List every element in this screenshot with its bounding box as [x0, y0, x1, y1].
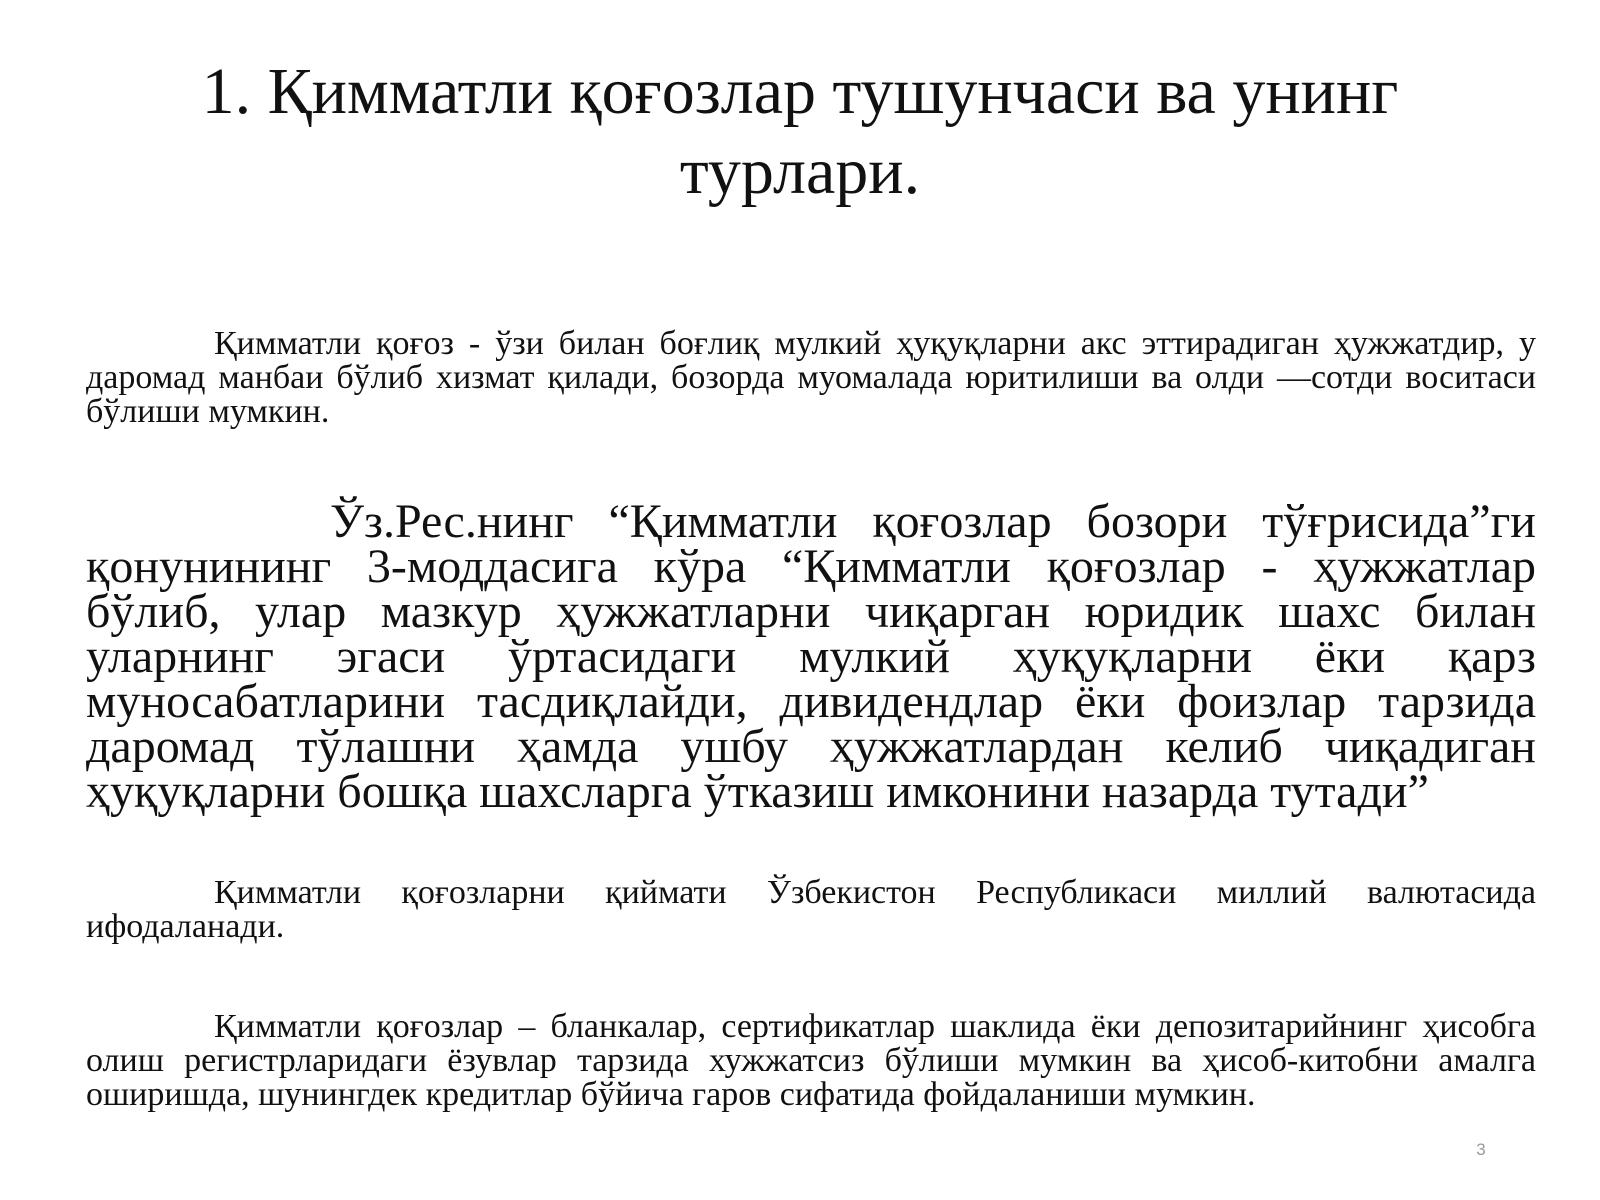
paragraph-forms: Қимматли қоғозлар – бланкалар, сертификатлар шаклида ёки депозитарийнинг ҳисобга олиш регистрларидаги ёзувлар тарзида хужжатсиз бўлиши мумкин ва ҳисоб-китобни амалга оширишда, шунингдек кредитлар бўйича гаров сифатида фойдаланиши мумкин.: [86, 1008, 1536, 1113]
page-number: 3: [1476, 1140, 1486, 1159]
slide-title: 1. Қимматли қоғозлар тушунчаси ва унинг турлари.: [201, 55, 1399, 208]
paragraph-currency: Қимматли қоғозларни қиймати Ўзбекистон Республикаси миллий валютасида ифодаланади.: [86, 874, 1536, 945]
paragraph-law-quote: Ўз.Рес.нинг “Қимматли қоғозлар бозори тўғрисида”ги қонунининг 3-моддасига кўра “Қимматли қоғозлар - ҳужжатлар бўлиб, улар мазкур ҳужжатларни чиқарган юридик шахс билан уларнинг эгаси ўртасидаги мулкий ҳуқуқларни ёки қарз муносабатларини тасдиқлайди, дивидендлар ёки фоизлар тарзида даромад тўлашни ҳамда ушбу ҳужжатлардан келиб чиқадиган ҳуқуқларни бошқа шахсларга ўтказиш имконини назарда тутади”: [86, 495, 1536, 818]
paragraph-definition: Қимматли қоғоз - ўзи билан боғлиқ мулкий ҳуқуқларни акс эттирадиган ҳужжатдир, у даромад манбаи бўлиб хизмат қилади, бозорда муомалада юритилиши ва олди —сотди воситаси бўлиши мумкин.: [86, 325, 1536, 430]
